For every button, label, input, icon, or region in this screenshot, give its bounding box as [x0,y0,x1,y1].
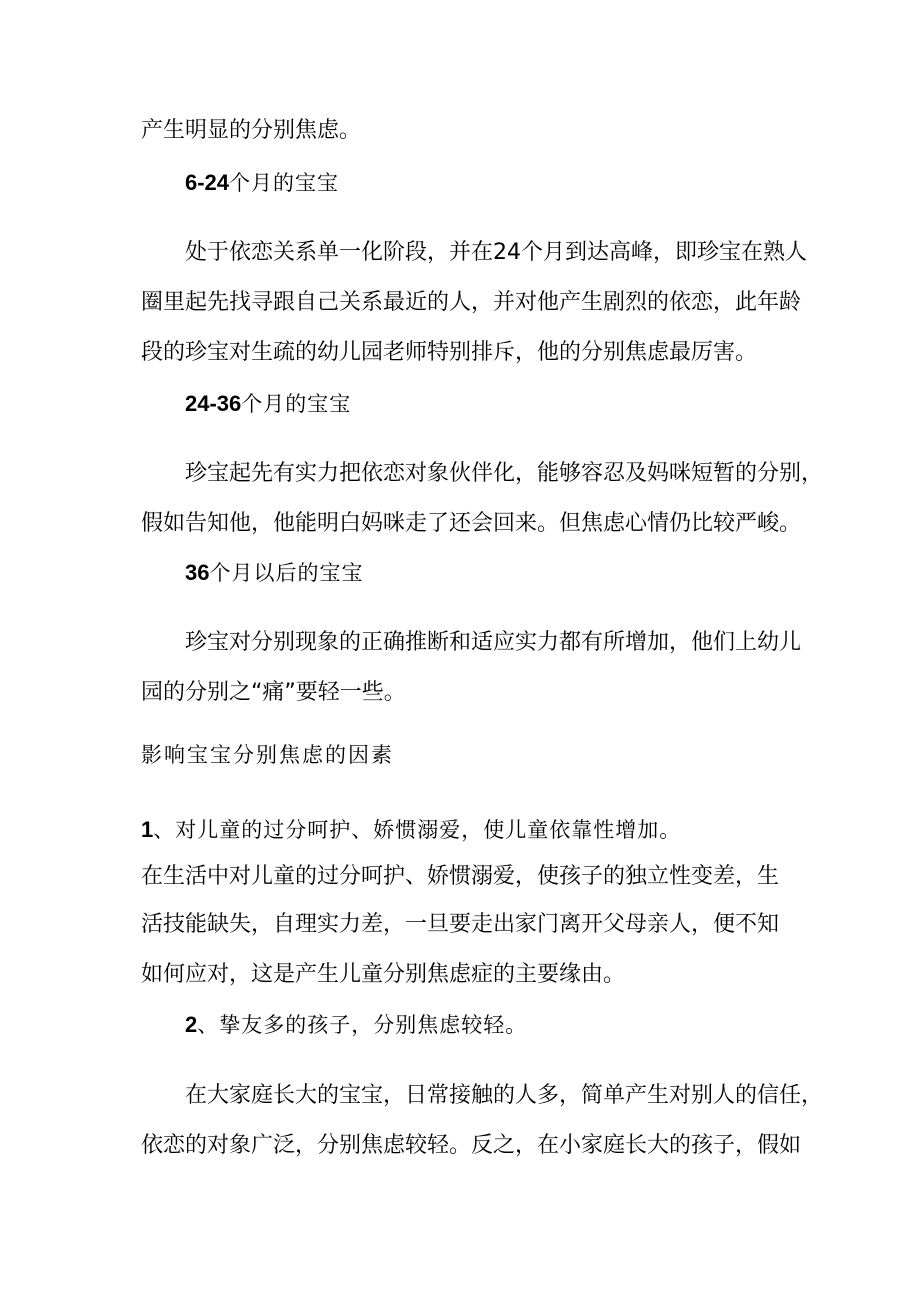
heading-24-36-months [185,389,351,419]
paragraph-line: 如何应对，这是产生儿童分别焦虑症的主要缘由。 [141,962,626,987]
paragraph-line: 珍宝对分别现象的正确推断和适应实力都有所增加，他们上幼儿 [185,630,802,655]
factor-number: 1 [141,817,154,842]
factor-heading-1 [141,815,681,845]
heading-number: 36 [185,560,210,585]
paragraph-line: 圈里起先找寻跟自己关系最近的人，并对他产生剧烈的依恋，此年龄 [141,290,802,315]
factor-text: 、对儿童的过分呵护、娇惯溺爱，使儿童依靠性增加。 [153,818,682,842]
paragraph-line: 在生活中对儿童的过分呵护、娇惯溺爱，使孩子的独立性变差，生 [141,864,780,889]
paragraph-line: 在大家庭长大的宝宝，日常接触的人多，简单产生对别人的信任， [185,1083,824,1108]
paragraph-line: 依恋的对象广泛，分别焦虑较轻。反之，在小家庭长大的孩子，假如 [141,1133,802,1158]
heading-text: 个月的宝宝 [241,392,352,416]
section-title: 影响宝宝分别焦虑的因素 [141,743,394,767]
factor-number: 2 [185,1012,198,1037]
factor-text: 、挚友多的孩子，分别焦虑较轻。 [197,1013,528,1037]
paragraph-line: 活技能缺失，自理实力差，一旦要走出家门离开父母亲人，便不知 [141,912,780,937]
heading-6-24-months [185,168,339,198]
paragraph-line: 假如告知他，他能明白妈咪走了还会回来。但焦虑心情仍比较严峻。 [141,511,802,536]
paragraph-line: 段的珍宝对生疏的幼儿园老师特别排斥，他的分别焦虑最厉害。 [141,340,758,365]
heading-text: 个月以后的宝宝 [209,561,364,585]
heading-text: 个月的宝宝 [229,171,340,195]
paragraph-line: 产生明显的分别焦虑。 [141,118,362,143]
paragraph-line: 处于依恋关系单一化阶段，并在24个月到达高峰，即珍宝在熟人 [185,240,807,265]
heading-number: 24-36 [185,391,242,416]
paragraph-line: 园的分别之“痛”要轻一些。 [141,680,406,705]
heading-36-months [185,558,363,588]
factor-heading-2 [185,1010,527,1040]
paragraph-line: 珍宝起先有实力把依恋对象伙伴化，能够容忍及妈咪短暂的分别， [185,461,824,486]
heading-number: 6-24 [185,170,230,195]
